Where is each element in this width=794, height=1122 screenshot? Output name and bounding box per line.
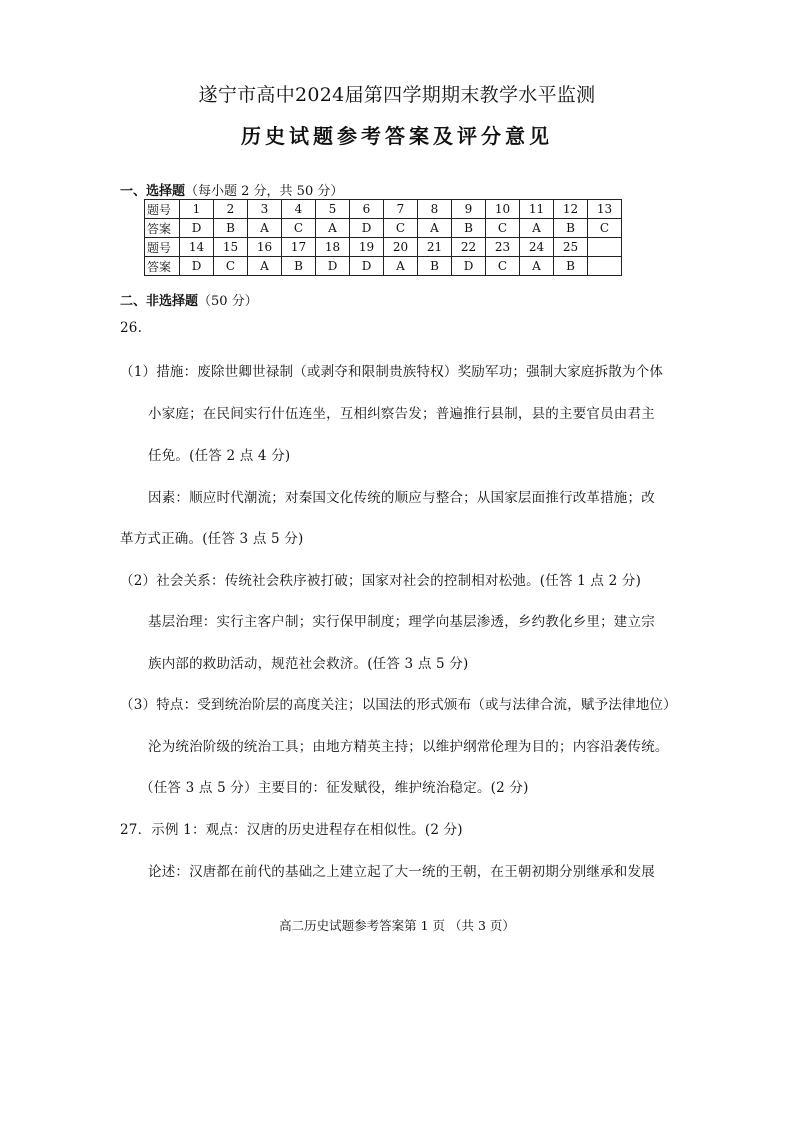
table-cell: C <box>486 219 520 238</box>
table-cell: C <box>214 257 248 276</box>
section-2-heading <box>120 290 258 309</box>
table-cell: B <box>554 257 588 276</box>
q26-line-8: 族内部的救助活动，规范社会救济。(任答 3 点 5 分) <box>148 656 469 672</box>
answer-table <box>144 199 622 276</box>
section-1-title: 一、选择题 <box>120 184 186 199</box>
page-subtitle: 历史试题参考答案及评分意见 <box>241 124 553 148</box>
table-cell: 16 <box>248 238 282 257</box>
table-cell: B <box>554 219 588 238</box>
table-cell: 21 <box>418 238 452 257</box>
q26-line-3: 任免。(任答 2 点 4 分) <box>148 448 291 464</box>
table-cell: D <box>350 219 384 238</box>
table-cell: C <box>384 219 418 238</box>
table-cell: B <box>418 257 452 276</box>
table-cell: B <box>452 219 486 238</box>
table-cell: 25 <box>554 238 588 257</box>
q26-line-5: 革方式正确。(任答 3 点 5 分) <box>120 531 304 547</box>
table-cell: 1 <box>180 200 214 219</box>
table-cell: 5 <box>316 200 350 219</box>
table-cell: C <box>588 219 622 238</box>
q26-line-2: 小家庭；在民间实行什伍连坐，互相纠察告发；普遍推行县制，县的主要官员由君主 <box>148 406 655 422</box>
table-cell: 19 <box>350 238 384 257</box>
q27-line-1: 27．示例 1：观点：汉唐的历史进程存在相似性。(2 分) <box>120 822 463 838</box>
table-cell: 8 <box>418 200 452 219</box>
table-cell: 18 <box>316 238 350 257</box>
section-1-heading <box>120 180 343 199</box>
answer-row <box>145 219 622 238</box>
question-number-row <box>145 200 622 219</box>
table-cell: A <box>418 219 452 238</box>
q26-line-10: 沦为统治阶级的统治工具；由地方精英主持；以维护纲常伦理为目的；内容沿袭传统。 <box>148 739 669 755</box>
table-cell: A <box>248 219 282 238</box>
table-cell: D <box>180 219 214 238</box>
page-footer: 高二历史试题参考答案第 1 页 （共 3 页） <box>279 918 515 933</box>
section-2-note: （50 分） <box>198 294 258 309</box>
q27-line-2: 论述：汉唐都在前代的基础之上建立起了大一统的王朝，在王朝初期分别继承和发展 <box>148 864 655 880</box>
table-cell: B <box>282 257 316 276</box>
table-cell <box>588 257 622 276</box>
question-26-number: 26. <box>120 320 143 336</box>
table-row-label: 题号 <box>145 238 180 257</box>
table-row-label: 答案 <box>145 219 180 238</box>
section-1-note: （每小题 2 分，共 50 分） <box>185 184 344 199</box>
table-cell: 6 <box>350 200 384 219</box>
table-cell: 14 <box>180 238 214 257</box>
table-cell: 15 <box>214 238 248 257</box>
table-cell: 13 <box>588 200 622 219</box>
table-cell: A <box>316 219 350 238</box>
table-cell: 9 <box>452 200 486 219</box>
q26-line-9: （3）特点：受到统治阶层的高度关注；以国法的形式颁布（或与法律合流，赋予法律地位） <box>120 697 677 713</box>
table-cell: D <box>452 257 486 276</box>
table-cell: 23 <box>486 238 520 257</box>
table-cell <box>588 238 622 257</box>
page-title: 遂宁市高中2024届第四学期期末教学水平监测 <box>198 84 596 106</box>
table-row-label: 答案 <box>145 257 180 276</box>
table-cell: C <box>486 257 520 276</box>
table-cell: 10 <box>486 200 520 219</box>
table-cell: 17 <box>282 238 316 257</box>
table-cell: 7 <box>384 200 418 219</box>
table-cell: 12 <box>554 200 588 219</box>
table-cell: 4 <box>282 200 316 219</box>
table-cell: 2 <box>214 200 248 219</box>
table-cell: D <box>180 257 214 276</box>
table-cell: A <box>520 219 554 238</box>
q26-line-7: 基层治理：实行主客户制；实行保甲制度；理学向基层渗透，乡约教化乡里；建立宗 <box>148 614 655 630</box>
table-cell: A <box>248 257 282 276</box>
table-cell: B <box>214 219 248 238</box>
table-cell: D <box>350 257 384 276</box>
section-2-title: 二、非选择题 <box>120 294 199 309</box>
table-cell: A <box>384 257 418 276</box>
table-row-label: 题号 <box>145 200 180 219</box>
q26-line-11: （任答 3 点 5 分）主要目的：征发赋役，维护统治稳定。(2 分) <box>140 780 529 796</box>
table-cell: 20 <box>384 238 418 257</box>
table-cell: C <box>282 219 316 238</box>
table-cell: 22 <box>452 238 486 257</box>
table-cell: D <box>316 257 350 276</box>
q26-line-1: （1）措施：废除世卿世禄制（或剥夺和限制贵族特权）奖励军功；强制大家庭拆散为个体 <box>120 364 664 380</box>
table-cell: 3 <box>248 200 282 219</box>
answer-row <box>145 257 622 276</box>
table-cell: 24 <box>520 238 554 257</box>
q26-line-6: （2）社会关系：传统社会秩序被打破；国家对社会的控制相对松弛。(任答 1 点 2 分) <box>120 573 642 589</box>
question-number-row <box>145 238 622 257</box>
table-cell: A <box>520 257 554 276</box>
table-cell: 11 <box>520 200 554 219</box>
q26-line-4: 因素：顺应时代潮流；对秦国文化传统的顺应与整合；从国家层面推行改革措施；改 <box>148 490 655 506</box>
